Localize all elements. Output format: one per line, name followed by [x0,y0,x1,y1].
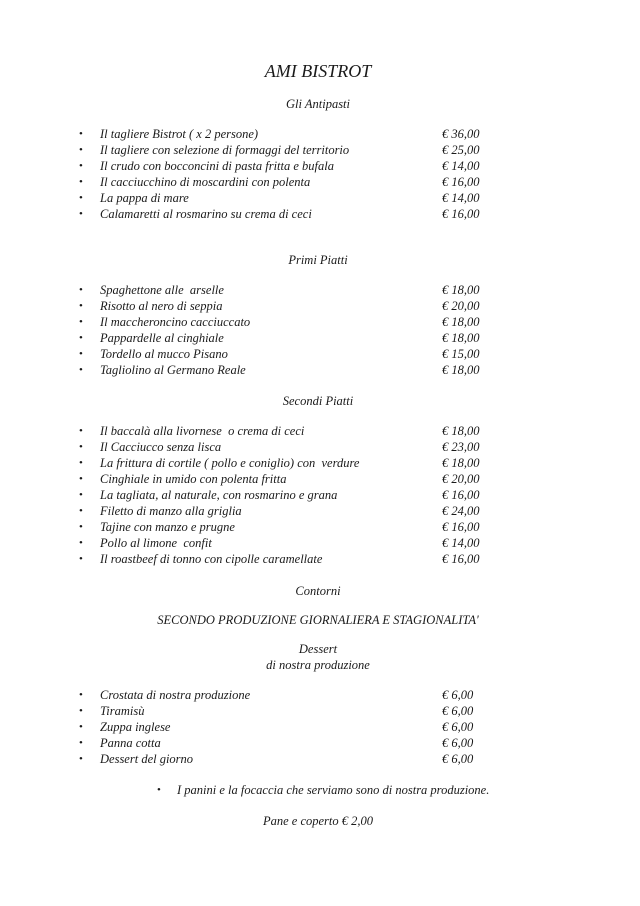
item-name: Il tagliere con selezione di formaggi del territorio [100,143,350,157]
menu-item [0,126,640,142]
bread-note-text: I panini e la focaccia che serviamo sono di nostra produzione. [177,783,490,797]
item-price: € 6,00 [442,688,474,702]
bullet-icon: • [79,332,83,344]
menu-item [0,158,640,174]
item-name: Il crudo con bocconcini di pasta fritta e bufala [100,159,334,173]
section-heading-dessert: Dessert [298,642,338,656]
item-name: Panna cotta [100,736,161,750]
bullet-icon: • [79,721,83,733]
section-heading-primi: Primi Piatti [288,253,348,267]
section-heading-secondi: Secondi Piatti [282,394,354,408]
menu-item [0,703,640,719]
menu-item [0,439,640,455]
primi-list [0,282,640,378]
bullet-icon: • [79,284,83,296]
secondi-list [0,423,640,567]
menu-item [0,330,640,346]
bullet-icon: • [79,457,83,469]
item-name: Il Cacciucco senza lisca [100,440,222,454]
item-price: € 18,00 [442,363,480,377]
bullet-icon: • [79,705,83,717]
bullet-icon: • [79,316,83,328]
item-name: Pollo al limone confit [100,536,212,550]
bullet-icon: • [79,689,83,701]
restaurant-title: AMI BISTROT [264,61,372,81]
bullet-icon: • [79,128,83,140]
item-price: € 16,00 [442,488,480,502]
menu-item [0,190,640,206]
menu-item [0,751,640,767]
item-name: Spaghettone alle arselle [100,283,224,297]
menu-item [0,174,640,190]
bullet-icon: • [79,364,83,376]
bullet-icon: • [79,441,83,453]
item-price: € 6,00 [442,736,474,750]
item-name: Cinghiale in umido con polenta fritta [100,472,287,486]
bullet-icon: • [79,753,83,765]
menu-item [0,519,640,535]
menu-item [0,471,640,487]
item-price: € 6,00 [442,704,474,718]
item-name: Il roastbeef di tonno con cipolle caramellate [100,552,323,566]
item-price: € 16,00 [442,520,480,534]
menu-item [0,455,640,471]
menu-item [0,735,640,751]
bullet-icon: • [79,505,83,517]
item-name: Risotto al nero di seppia [100,299,223,313]
section-heading-contorni: Contorni [295,584,341,598]
item-price: € 24,00 [442,504,480,518]
item-price: € 18,00 [442,456,480,470]
item-price: € 18,00 [442,331,480,345]
bullet-icon: • [79,425,83,437]
menu-item [0,719,640,735]
menu-item [0,298,640,314]
item-name: Calamaretti al rosmarino su crema di ceci [100,207,312,221]
item-price: € 14,00 [442,159,480,173]
item-name: Tajine con manzo e prugne [100,520,235,534]
item-name: Tordello al mucco Pisano [100,347,228,361]
bullet-icon: • [79,144,83,156]
item-price: € 18,00 [442,315,480,329]
menu-item [0,535,640,551]
bullet-icon: • [79,176,83,188]
bullet-icon: • [79,160,83,172]
menu-item [0,142,640,158]
menu-item [0,503,640,519]
item-price: € 36,00 [442,127,480,141]
bullet-icon: • [79,737,83,749]
menu-item [0,346,640,362]
item-price: € 15,00 [442,347,480,361]
bullet-icon: • [157,784,161,796]
item-name: Dessert del giorno [100,752,194,766]
bullet-icon: • [79,208,83,220]
bullet-icon: • [79,553,83,565]
bullet-icon: • [79,192,83,204]
dessert-list [0,687,640,767]
item-price: € 20,00 [442,299,480,313]
menu-item [0,282,640,298]
item-name: Il baccalà alla livornese o crema di ceci [100,424,305,438]
antipasti-list [0,126,640,222]
item-price: € 6,00 [442,752,474,766]
item-price: € 18,00 [442,283,480,297]
bullet-icon: • [79,537,83,549]
item-price: € 16,00 [442,175,480,189]
item-name: Tiramisù [100,704,145,718]
dessert-subheading: di nostra produzione [266,658,370,672]
section-heading-antipasti: Gli Antipasti [285,97,350,111]
item-price: € 6,00 [442,720,474,734]
bullet-icon: • [79,348,83,360]
menu-item [0,206,640,222]
item-name: Tagliolino al Germano Reale [100,363,246,377]
cover-charge: Pane e coperto € 2,00 [262,814,374,828]
bullet-icon: • [79,473,83,485]
item-name: Filetto di manzo alla griglia [100,504,242,518]
item-name: Il maccheroncino cacciuccato [100,315,251,329]
item-price: € 23,00 [442,440,480,454]
item-name: Crostata di nostra produzione [100,688,251,702]
item-name: Pappardelle al cinghiale [100,331,224,345]
bullet-icon: • [79,489,83,501]
bullet-icon: • [79,521,83,533]
item-price: € 16,00 [442,552,480,566]
item-price: € 25,00 [442,143,480,157]
menu-item [0,687,640,703]
item-name: Il tagliere Bistrot ( x 2 persone) [100,127,259,141]
item-price: € 14,00 [442,191,480,205]
item-name: La pappa di mare [100,191,189,205]
item-name: La frittura di cortile ( pollo e coniglio) con verdure [100,456,360,470]
item-price: € 16,00 [442,207,480,221]
item-price: € 14,00 [442,536,480,550]
item-price: € 20,00 [442,472,480,486]
bullet-icon: • [79,300,83,312]
item-name: La tagliata, al naturale, con rosmarino e grana [100,488,338,502]
contorni-note: SECONDO PRODUZIONE GIORNALIERA E STAGIONALITA' [157,613,479,627]
item-price: € 18,00 [442,424,480,438]
menu-item [0,362,640,378]
item-name: Zuppa inglese [100,720,171,734]
menu-item [0,551,640,567]
menu-item [0,487,640,503]
menu-item [0,314,640,330]
menu-item [0,423,640,439]
item-name: Il cacciucchino di moscardini con polenta [100,175,311,189]
